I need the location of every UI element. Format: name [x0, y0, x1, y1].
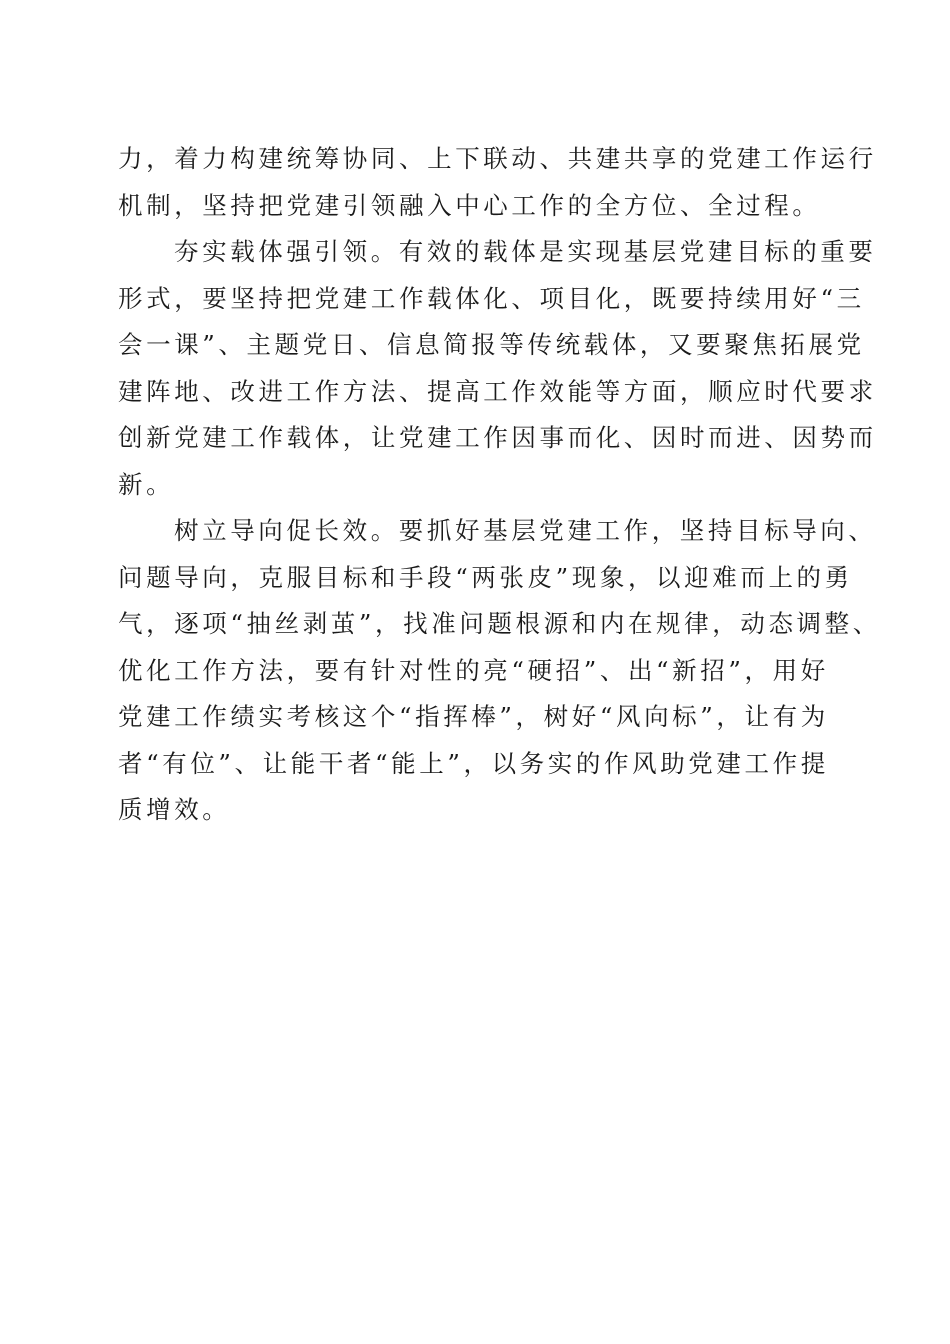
- text-line: 树立导向促长效。要抓好基层党建工作，坚持目标导向、: [174, 516, 877, 545]
- text-line: 问题导向，克服目标和手段“两张皮”现象，以迎难而上的勇: [118, 562, 853, 592]
- text-line: 新。: [118, 469, 175, 499]
- text-line: 者“有位”、让能干者“能上”，以务实的作风助党建工作提: [118, 748, 829, 778]
- text-line: 质增效。: [118, 795, 231, 824]
- text-line: 建阵地、改进工作方法、提高工作效能等方面，顺应时代要求: [118, 376, 877, 406]
- text-line: 形式，要坚持把党建工作载体化、项目化，既要持续用好“三: [118, 283, 865, 313]
- text-line: 气，逐项“抽丝剥茧”，找准问题根源和内在规律，动态调整、: [118, 609, 881, 638]
- text-line: 优化工作方法，要有针对性的亮“硬招”、出“新招”，用好: [118, 655, 829, 685]
- text-line: 夯实载体强引领。有效的载体是实现基层党建目标的重要: [174, 237, 877, 266]
- text-line: 创新党建工作载体，让党建工作因事而化、因时而进、因势而: [118, 423, 877, 452]
- text-line: 会一课”、主题党日、信息简报等传统载体，又要聚焦拓展党: [118, 330, 865, 359]
- text-line: 机制，坚持把党建引领融入中心工作的全方位、全过程。: [118, 190, 821, 220]
- text-line: 党建工作绩实考核这个“指挥棒”，树好“风向标”，让有为: [118, 702, 829, 731]
- body-text: [118, 136, 881, 834]
- text-line: 力，着力构建统筹协同、上下联动、共建共享的党建工作运行: [118, 144, 877, 173]
